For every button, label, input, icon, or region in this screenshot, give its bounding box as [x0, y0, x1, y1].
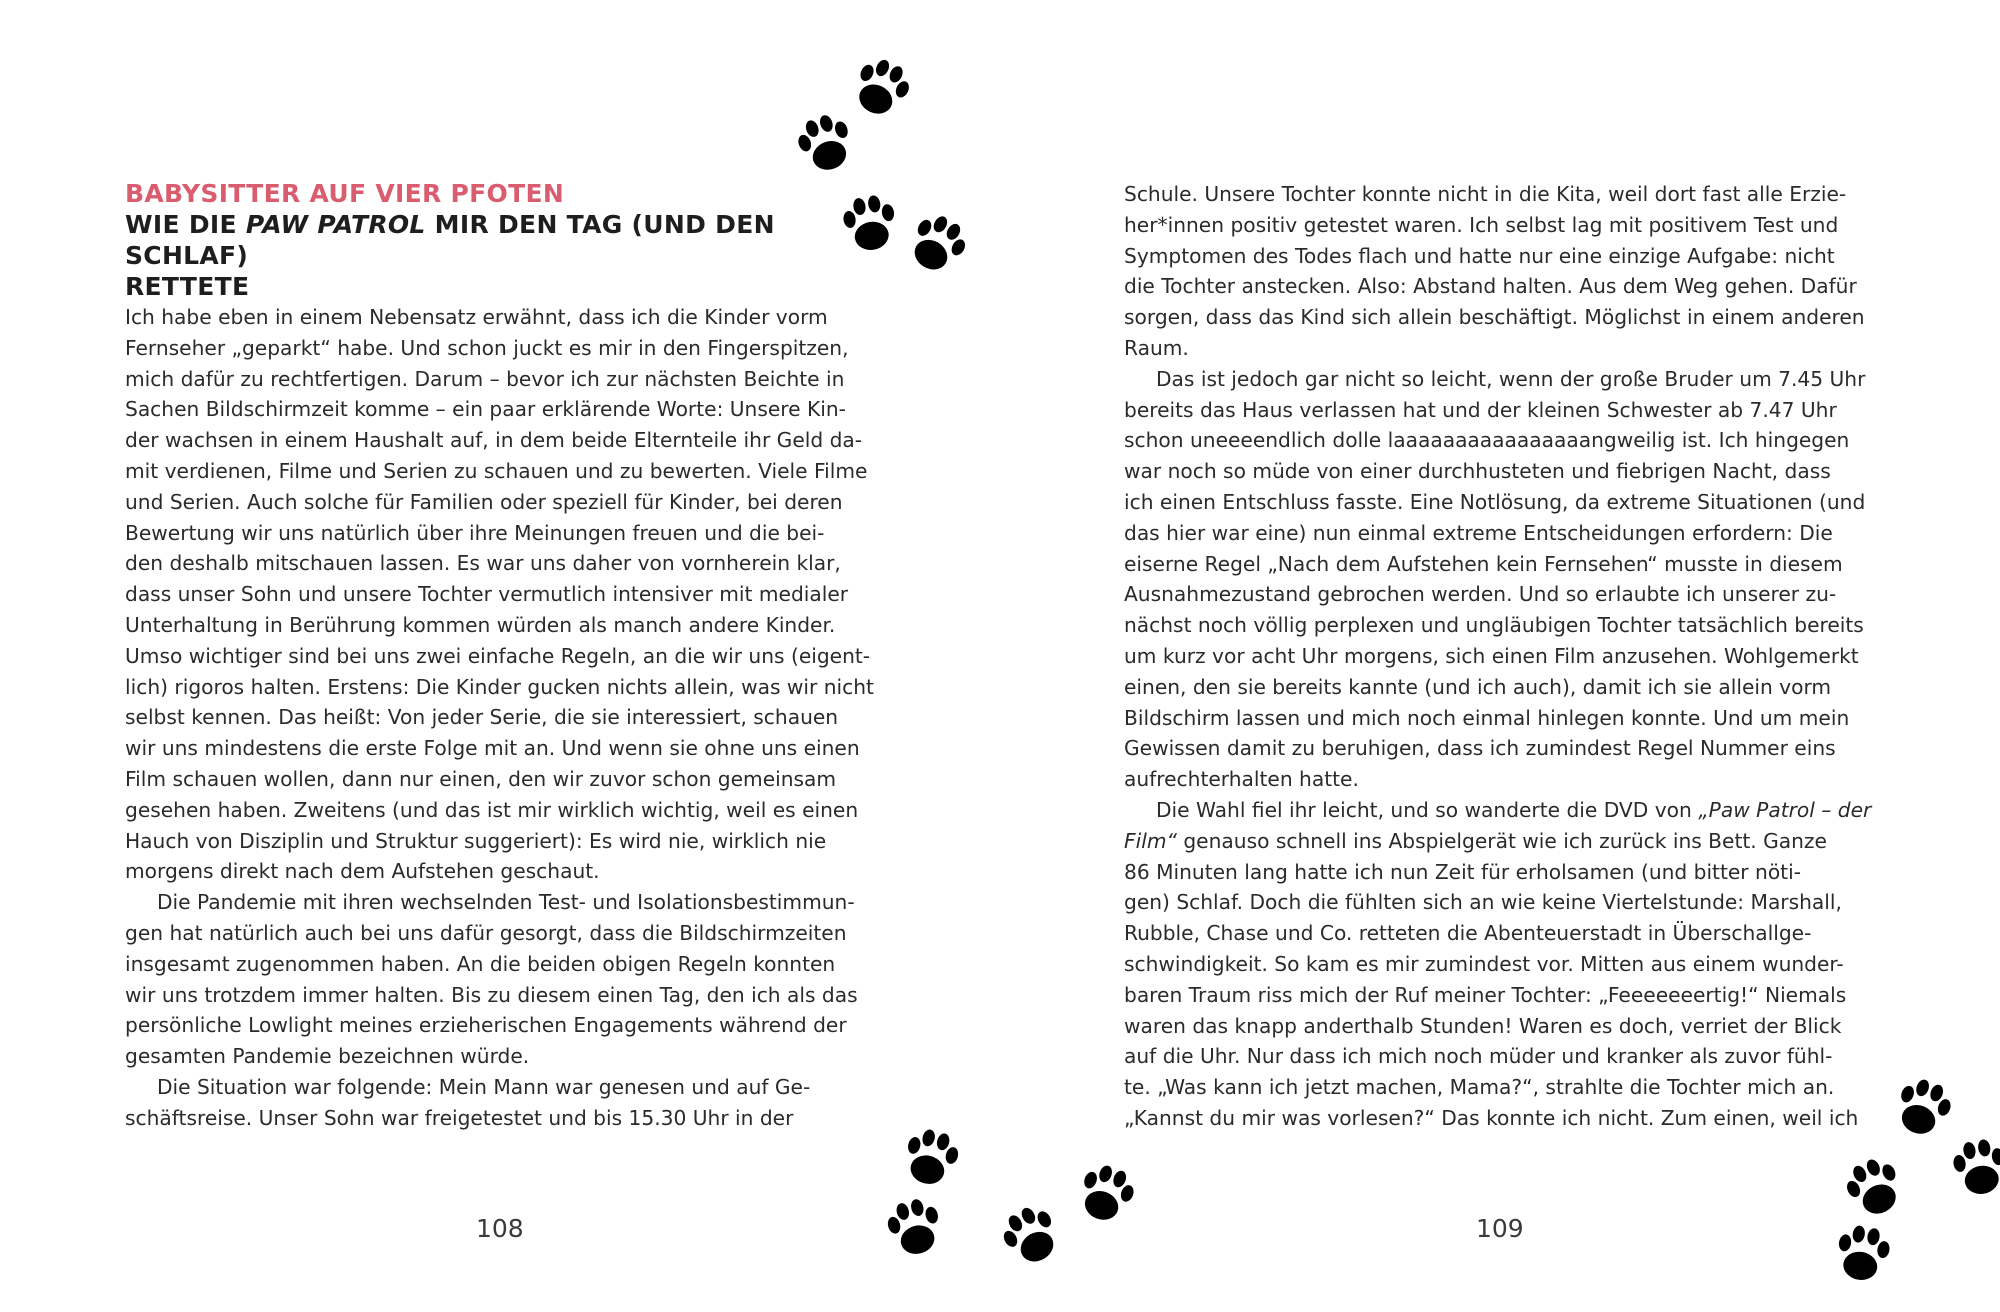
text-line: her*innen positiv getestet waren. Ich selbst lag mit positivem Test und [1124, 212, 1839, 237]
text-line: gesamten Pandemie bezeichnen würde. [125, 1044, 530, 1069]
text-line: Die Pandemie mit ihren wechselnden Test- und Isolationsbestimmun- [157, 890, 855, 915]
text-line: Bewertung wir uns natürlich über ihre Meinungen freuen und die bei- [125, 520, 825, 545]
text-line: schäftsreise. Unser Sohn war freigetestet und bis 15.30 Uhr in der [125, 1105, 794, 1130]
chapter-title [125, 209, 845, 271]
text-part: genauso schnell ins Abspielgerät wie ich zurück ins Bett. Ganze [1176, 828, 1827, 853]
text-line: ich einen Entschluss fasste. Eine Notlösung, da extreme Situationen (und [1124, 489, 1866, 514]
text-line [1124, 826, 1871, 857]
text-part: Die Wahl fiel ihr leicht, und so wanderte die DVD von [1156, 797, 1699, 822]
text-line: Fernseher „geparkt“ habe. Und schon juckt es mir in den Fingerspitzen, [125, 335, 849, 360]
text-line: einen, den sie bereits kannte (und ich auch), damit ich sie allein vorm [1124, 674, 1832, 699]
text-line: waren das knapp anderthalb Stunden! Waren es doch, verriet der Blick [1124, 1013, 1842, 1038]
text-line: schon uneeeendlich dolle laaaaaaaaaaaaaaaangweilig ist. Ich hingegen [1124, 428, 1850, 453]
text-line: eiserne Regel „Nach dem Aufstehen kein Fernsehen“ musste in diesem [1124, 551, 1843, 576]
text-line: der wachsen in einem Haushalt auf, in dem beide Elternteile ihr Geld da- [125, 428, 863, 453]
text-line: Symptomen des Todes flach und hatte nur eine einzige Aufgabe: nicht [1124, 243, 1835, 268]
text-line: mit verdienen, Filme und Serien zu schauen und zu bewerten. Viele Filme [125, 458, 868, 483]
text-line: den deshalb mitschauen lassen. Es war uns daher von vornherein klar, [125, 551, 841, 576]
text-line: Ausnahmezustand gebrochen werden. Und so erlaubte ich unserer zu- [1124, 582, 1837, 607]
film-title-italic: Film“ [1124, 828, 1177, 853]
text-line: persönliche Lowlight meines erzieherischen Engagements während der [125, 1013, 847, 1038]
chapter-kicker: BABYSITTER AUF VIER PFOTEN [125, 179, 565, 208]
text-line: Hauch von Disziplin und Struktur suggeriert): Es wird nie, wirklich nie [125, 828, 827, 853]
text-line: wir uns mindestens die erste Folge mit an. Und wenn sie ohne uns einen [125, 736, 860, 761]
page-number: 108 [476, 1214, 524, 1243]
text-line: Das ist jedoch gar nicht so leicht, wenn der große Bruder um 7.45 Uhr [1156, 366, 1866, 391]
page-number: 109 [1476, 1214, 1524, 1243]
title-italic: PAW PATROL [245, 210, 426, 239]
title-part: MIR DEN TAG (UND DEN SCHLAF) [125, 210, 775, 270]
text-line: die Tochter anstecken. Also: Abstand halten. Aus dem Weg gehen. Dafür [1124, 274, 1857, 299]
text-line: wir uns trotzdem immer halten. Bis zu diesem einen Tag, den ich als das [125, 982, 858, 1007]
title-part: WIE DIE [125, 210, 246, 239]
text-line: Gewissen damit zu beruhigen, dass ich zumindest Regel Nummer eins [1124, 736, 1836, 761]
text-line: „Kannst du mir was vorlesen?“ Das konnte ich nicht. Zum einen, weil ich [1124, 1105, 1859, 1130]
text-line: Ich habe eben in einem Nebensatz erwähnt, dass ich die Kinder vorm [125, 305, 828, 329]
text-line: schwindigkeit. So kam es mir zumindest vor. Mitten aus einem wunder- [1124, 951, 1844, 976]
chapter-heading [125, 178, 845, 302]
text-line: gen) Schlaf. Doch die fühlten sich an wie keine Viertelstunde: Marshall, [1124, 890, 1842, 915]
body-text-right [1124, 179, 1871, 1134]
text-line [1124, 795, 1871, 826]
text-line: selbst kennen. Das heißt: Von jeder Serie, die sie interessiert, schauen [125, 705, 839, 730]
text-line: gesehen haben. Zweitens (und das ist mir wirklich wichtig, weil es einen [125, 797, 859, 822]
text-line: dass unser Sohn und unsere Tochter vermutlich intensiver mit medialer [125, 582, 849, 607]
body-text-left [125, 302, 874, 1134]
text-line: morgens direkt nach dem Aufstehen geschaut. [125, 859, 600, 884]
text-line: lich) rigoros halten. Erstens: Die Kinder gucken nichts allein, was wir nicht [125, 674, 874, 699]
text-line: Die Situation war folgende: Mein Mann war genesen und auf Ge- [157, 1074, 811, 1099]
text-line: um kurz vor acht Uhr morgens, sich einen Film anzusehen. Wohlgemerkt [1124, 643, 1859, 668]
text-line: baren Traum riss mich der Ruf meiner Tochter: „Feeeeeeertig!“ Niemals [1124, 982, 1847, 1007]
text-line: auf die Uhr. Nur dass ich mich noch müder und kranker als zuvor fühl- [1124, 1044, 1833, 1069]
film-title-italic: „Paw Patrol – der [1698, 797, 1872, 822]
text-line: insgesamt zugenommen haben. An die beiden obigen Regeln konnten [125, 951, 836, 976]
text-line: Raum. [1124, 335, 1189, 360]
text-line: bereits das Haus verlassen hat und der kleinen Schwester ab 7.47 Uhr [1124, 397, 1837, 422]
text-line: gen hat natürlich auch bei uns dafür gesorgt, dass die Bildschirmzeiten [125, 920, 847, 945]
text-line: Rubble, Chase und Co. retteten die Abenteuerstadt in Überschallge- [1124, 921, 1812, 946]
text-line: Schule. Unsere Tochter konnte nicht in die Kita, weil dort fast alle Erzie- [1124, 182, 1847, 206]
text-line: nächst noch völlig perplexen und ungläubigen Tochter tatsächlich bereits [1124, 613, 1864, 638]
text-line: te. „Was kann ich jetzt machen, Mama?“, strahlte die Tochter mich an. [1124, 1075, 1835, 1100]
text-line: war noch so müde von einer durchhusteten und fiebrigen Nacht, dass [1124, 459, 1831, 484]
text-line: Sachen Bildschirmzeit komme – ein paar erklärende Worte: Unsere Kin- [125, 397, 846, 422]
text-line: das hier war eine) nun einmal extreme Entscheidungen erfordern: Die [1124, 520, 1833, 545]
text-line: und Serien. Auch solche für Familien oder speziell für Kinder, bei deren [125, 489, 843, 514]
chapter-title-line2: RETTETE [125, 272, 250, 301]
text-line: Bildschirm lassen und mich noch einmal hinlegen konnte. Und um mein [1124, 705, 1850, 730]
text-line: Unterhaltung in Berührung kommen würden als manch andere Kinder. [125, 612, 836, 637]
text-line: mich dafür zu rechtfertigen. Darum – bevor ich zur nächsten Beichte in [125, 366, 845, 391]
text-line: aufrechterhalten hatte. [1124, 767, 1359, 792]
text-line: 86 Minuten lang hatte ich nun Zeit für erholsamen (und bitter nöti- [1124, 859, 1801, 884]
text-line: Umso wichtiger sind bei uns zwei einfache Regeln, an die wir uns (eigent- [125, 643, 871, 668]
text-line: Film schauen wollen, dann nur einen, den wir zuvor schon gemeinsam [125, 766, 837, 791]
text-line: sorgen, dass das Kind sich allein beschäftigt. Möglichst in einem anderen [1124, 305, 1865, 330]
